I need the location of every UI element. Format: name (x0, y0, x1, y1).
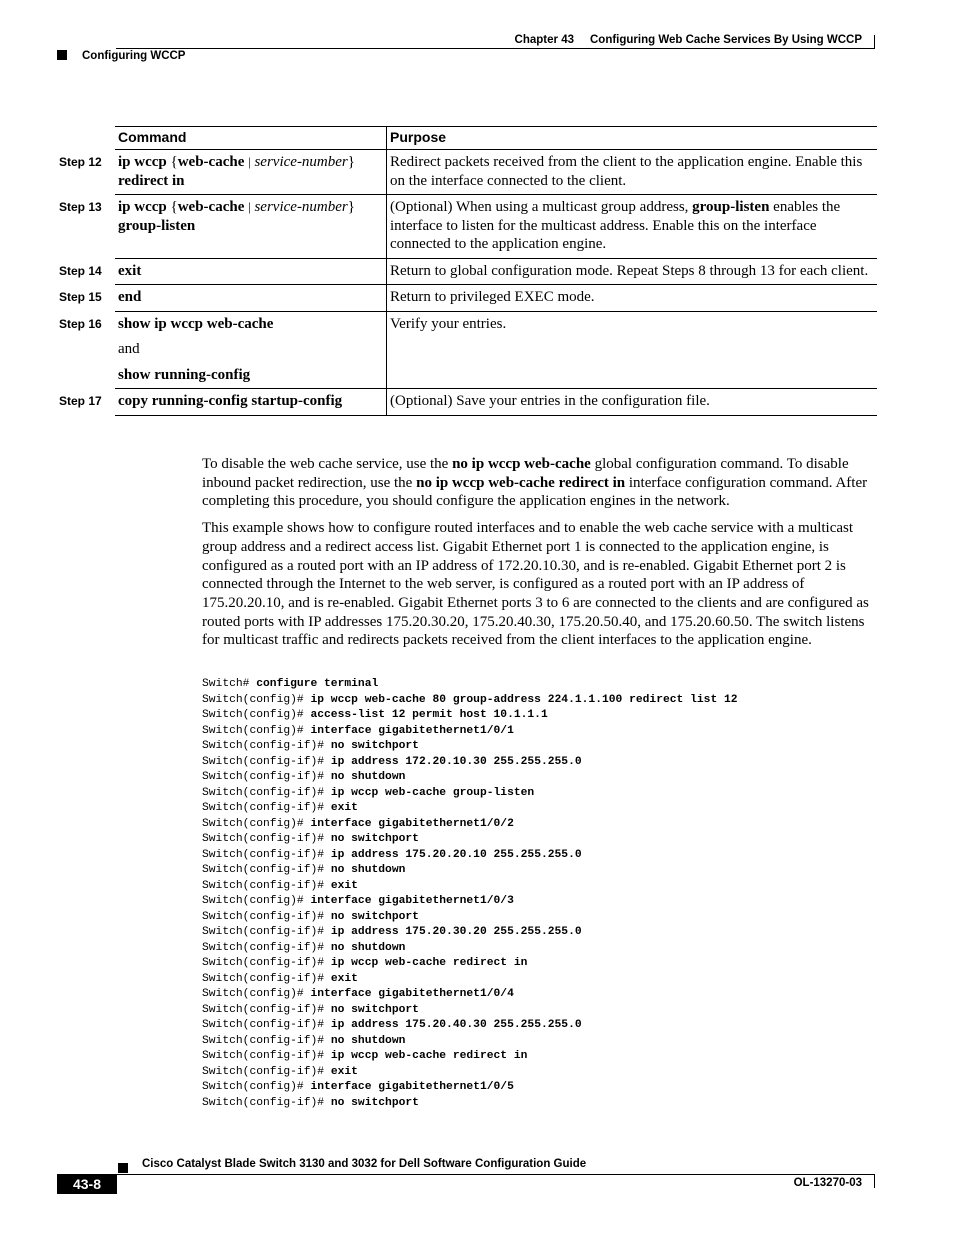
code-command: no shutdown (330, 771, 406, 783)
code-line (202, 1034, 738, 1050)
code-line (202, 724, 738, 740)
code-line (202, 786, 738, 802)
code-prompt: Switch(config-if)# (202, 771, 331, 783)
code-command: interface gigabitethernet1/0/4 (310, 988, 514, 1000)
code-prompt: Switch(config-if)# (202, 833, 331, 845)
code-line (202, 755, 738, 771)
code-command: interface gigabitethernet1/0/2 (310, 817, 514, 830)
code-line (202, 770, 738, 786)
code-line (202, 848, 738, 864)
code-command: no shutdown (330, 1034, 406, 1047)
command-cell: end (115, 285, 387, 312)
code-prompt: Switch(config-if)# (202, 941, 331, 954)
step-number: Step 14 (59, 263, 102, 278)
body-text (202, 455, 878, 658)
purpose-cell: (Optional) Save your entries in the configuration file. (387, 389, 877, 416)
footer-marker (118, 1163, 128, 1173)
chapter-title: Configuring Web Cache Services By Using WCCP (589, 34, 862, 46)
code-line (202, 1080, 738, 1096)
code-line (202, 1049, 738, 1065)
step-number: Step 12 (59, 155, 102, 169)
code-command: no switchport (330, 1003, 419, 1016)
section-title: Configuring WCCP (82, 50, 186, 62)
purpose-cell: Verify your entries. (387, 312, 877, 390)
code-line (202, 941, 738, 957)
footer-rule (116, 1174, 875, 1175)
page-number: 43-8 (57, 1174, 117, 1194)
code-command: ip wccp web-cache group-listen (330, 786, 535, 799)
guide-title: Cisco Catalyst Blade Switch 3130 and 3032 for Dell Software Configuration Guide (142, 1158, 587, 1170)
code-command: exit (330, 802, 358, 814)
code-command: ip address 175.20.20.10 255.255.255.0 (330, 848, 582, 861)
footer-rule-vertical (874, 1174, 875, 1188)
code-prompt: Switch(config)# (202, 693, 311, 706)
code-line (202, 817, 738, 833)
code-prompt: Switch(config-if)# (202, 926, 331, 938)
document-number: OL-13270-03 (793, 1177, 862, 1189)
paragraph-example: This example shows how to configure routed interfaces and to enable the web cache service with a multicast group address and a redirect access list. Gigabit Ethernet port 1 is connected to the application engine, is configured as a routed port with an IP address of 172.20.10.30, and is re-enabled. Gigabit Ethernet port 2 is connected through the Internet to the web server, is configured as a routed port with an IP address of 175.20.20.10, and is re-enabled. Gigabit Ethernet ports 3 to 6 are connected to the clients and are configured as routed ports with IP addresses 175.20.30.20, 175.20.40.30, 175.20.50.40, and 175.20.60.50. The switch listens for multicast traffic and redirects packets received from the client interfaces to the application engine. (202, 520, 869, 649)
code-command: ip address 175.20.40.30 255.255.255.0 (330, 1019, 582, 1031)
table-row (59, 150, 877, 195)
header-rule (116, 48, 875, 49)
code-line (202, 987, 738, 1003)
code-line (202, 894, 738, 910)
code-command: access-list 12 permit host 10.1.1.1 (310, 709, 548, 721)
code-prompt: Switch(config)# (202, 988, 311, 1000)
code-line (202, 677, 738, 693)
code-command: ip wccp web-cache redirect in (330, 1050, 528, 1062)
command-cell: exit (115, 259, 387, 286)
code-command: exit (330, 972, 358, 985)
column-header-command: Command (115, 126, 387, 150)
code-line (202, 708, 738, 724)
code-command: no switchport (330, 833, 419, 845)
code-prompt: Switch(config-if)# (202, 957, 331, 969)
code-line (202, 879, 738, 895)
code-command: no switchport (330, 1096, 419, 1109)
code-prompt: Switch(config-if)# (202, 972, 331, 985)
command-cell: copy running-config startup-config (115, 389, 387, 416)
code-example (202, 677, 738, 1111)
command-cell: ip wccp {web-cache | service-number} redirect in (115, 150, 387, 195)
code-line (202, 1096, 738, 1112)
code-command: no shutdown (330, 864, 406, 876)
header-rule-vertical (874, 35, 875, 49)
code-command: configure terminal (256, 678, 379, 690)
code-line (202, 693, 738, 709)
code-line (202, 956, 738, 972)
code-prompt: Switch(config)# (202, 709, 311, 721)
code-prompt: Switch(config-if)# (202, 1065, 331, 1078)
step-number: Step 13 (59, 200, 102, 214)
code-prompt: Switch(config-if)# (202, 1019, 331, 1031)
table-row (59, 312, 877, 390)
step-number: Step 16 (59, 316, 102, 331)
code-prompt: Switch(config-if)# (202, 1003, 331, 1016)
code-line (202, 1003, 738, 1019)
step-number: Step 15 (59, 290, 102, 304)
code-line (202, 832, 738, 848)
code-line (202, 925, 738, 941)
code-prompt: Switch(config)# (202, 817, 311, 830)
code-line (202, 1065, 738, 1081)
code-command: exit (330, 1065, 358, 1078)
code-prompt: Switch(config-if)# (202, 755, 331, 768)
code-prompt: Switch(config-if)# (202, 848, 331, 861)
steps-table (59, 126, 877, 416)
code-command: no switchport (330, 740, 419, 752)
column-header-purpose: Purpose (387, 126, 877, 150)
code-line (202, 910, 738, 926)
code-command: exit (330, 879, 358, 892)
code-line (202, 801, 738, 817)
code-prompt: Switch(config-if)# (202, 1096, 331, 1109)
code-prompt: Switch(config)# (202, 895, 311, 907)
code-command: ip address 175.20.30.20 255.255.255.0 (330, 926, 582, 938)
code-prompt: Switch(config)# (202, 1081, 311, 1093)
table-row (59, 259, 877, 286)
purpose-cell: Return to global configuration mode. Repeat Steps 8 through 13 for each client. (387, 259, 877, 286)
code-prompt: Switch# (202, 678, 257, 690)
code-prompt: Switch(config-if)# (202, 1050, 331, 1062)
purpose-cell: Redirect packets received from the client to the application engine. Enable this on the interface connected to the client. (387, 150, 877, 195)
code-prompt: Switch(config)# (202, 724, 311, 737)
code-prompt: Switch(config-if)# (202, 786, 331, 799)
code-prompt: Switch(config-if)# (202, 1034, 331, 1047)
code-command: interface gigabitethernet1/0/3 (310, 895, 514, 907)
code-command: no switchport (330, 910, 419, 923)
code-line (202, 972, 738, 988)
code-prompt: Switch(config-if)# (202, 879, 331, 892)
table-row (59, 285, 877, 312)
table-row (59, 389, 877, 416)
chapter-label: Chapter 43 (514, 34, 574, 46)
code-prompt: Switch(config-if)# (202, 802, 331, 814)
code-prompt: Switch(config-if)# (202, 864, 331, 876)
purpose-cell: Return to privileged EXEC mode. (387, 285, 877, 312)
code-command: no shutdown (330, 941, 406, 954)
code-prompt: Switch(config-if)# (202, 910, 331, 923)
code-prompt: Switch(config-if)# (202, 740, 331, 752)
table-row (59, 195, 877, 259)
code-command: ip wccp web-cache 80 group-address 224.1.1.100 redirect list 12 (310, 693, 738, 706)
command-cell: ip wccp {web-cache | service-number} group-listen (115, 195, 387, 259)
code-command: ip address 172.20.10.30 255.255.255.0 (330, 755, 582, 768)
command-cell: show ip wccp web-cache and show running-config (115, 312, 387, 390)
code-line (202, 863, 738, 879)
purpose-cell: (Optional) When using a multicast group address, group-listen enables the interface to listen for the multicast address. Enable this on the interface connected to the application engine. (387, 195, 877, 259)
running-header (515, 34, 862, 46)
table-header-row (59, 126, 877, 150)
code-command: interface gigabitethernet1/0/1 (310, 724, 514, 737)
code-command: ip wccp web-cache redirect in (330, 957, 528, 969)
code-line (202, 739, 738, 755)
header-marker (57, 50, 67, 60)
paragraph-disable: To disable the web cache service, use the no ip wccp web-cache global configuration command. To disable inbound packet redirection, use the no ip wccp web-cache redirect in interface configuration command. After completing this procedure, you should configure the application engines in the network. (202, 456, 868, 510)
code-command: interface gigabitethernet1/0/5 (310, 1081, 514, 1093)
code-line (202, 1018, 738, 1034)
step-number: Step 17 (59, 394, 102, 408)
